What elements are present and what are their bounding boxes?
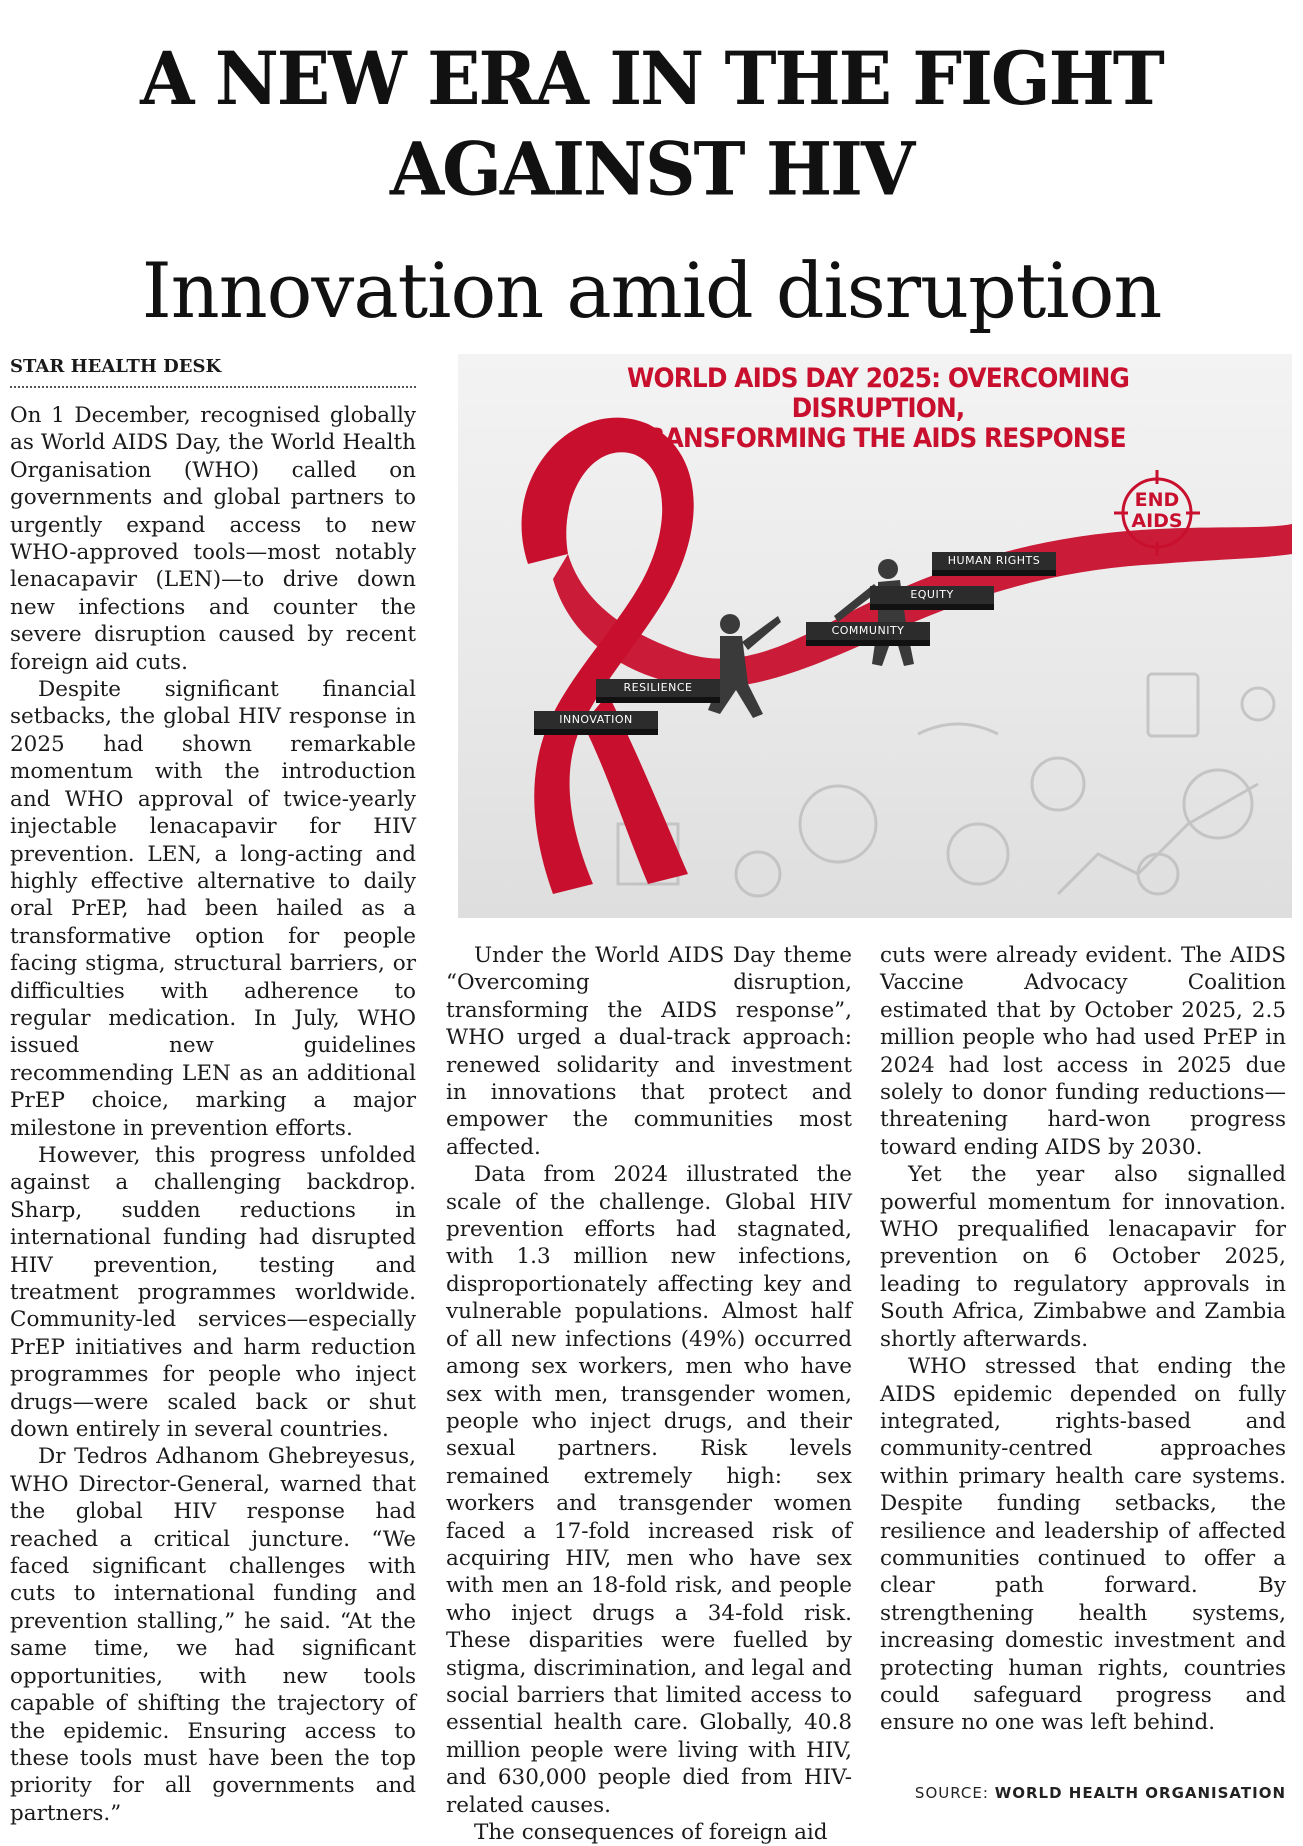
source-credit — [880, 1784, 1286, 1802]
infographic-title — [593, 364, 1163, 454]
step-community: COMMUNITY — [806, 622, 930, 640]
paragraph: However, this progress unfolded against a challenging backdrop. Sharp, sudden reductions in international funding had disrupted HIV prevention, testing and treatment programmes worldwide. Community-led services—especially PrEP initiatives and harm reduction programmes for people who inject drugs—were scaled back or shut down entirely in several countries. — [10, 1142, 416, 1443]
paragraph: Despite significant financial setbacks, the global HIV response in 2025 had shown remarkable momentum with the introduction and WHO approval of twice-yearly injectable lenacapavir for HIV prevention. LEN, a long-acting and highly effective alternative to daily oral PrEP, had been hailed as a transformative option for people facing stigma, structural barriers, or difficulties with adherence to regular medication. In July, WHO issued new guidelines recommending LEN as an additional PrEP choice, marking a major milestone in prevention efforts. — [10, 677, 416, 1141]
step-equity: EQUITY — [870, 586, 994, 604]
paragraph: Under the World AIDS Day theme “Overcoming disruption, transforming the AIDS response”, WHO urged a dual-track approach: renewed solidarity and investment in innovations that protect and empower the communities most affected. — [446, 943, 852, 1160]
headline-line-2: AGAINST HIV — [389, 125, 914, 213]
infographic-title-line-1: WORLD AIDS DAY 2025: OVERCOMING DISRUPTION, — [627, 363, 1129, 424]
infographic-title-line-2: TRANSFORMING THE AIDS RESPONSE — [630, 423, 1126, 454]
subheadline: Innovation amid disruption — [141, 246, 1162, 335]
article-column-2 — [446, 942, 852, 1846]
end-aids-badge — [1116, 490, 1198, 532]
paragraph: Data from 2024 illustrated the scale of the challenge. Global HIV prevention efforts had stagnated, with 1.3 million new infections, disproportionately affecting key and vulnerable populations. Almost half of all new infections (49%) occurred among sex workers, men who have sex with men, transgender women, people who inject drugs, and their sexual partners. Risk levels remained extremely high: sex workers and transgender women faced a 17-fold increased risk of acquiring HIV, men who have sex with men an 18-fold risk, and people who inject drugs a 34-fold risk. These disparities were fuelled by stigma, discrimination, and legal and social barriers that limited access to essential health care. Globally, 40.8 million people were living with HIV, and 630,000 people died from HIV-related causes. — [446, 1162, 852, 1818]
paragraph: On 1 December, recognised globally as World AIDS Day, the World Health Organisation (WHO) called on governments and global partners to urgently expand access to new WHO-approved tools—most notably lenacapavir (LEN)—to drive down new infections and counter the severe disruption caused by recent foreign aid cuts. — [10, 403, 416, 675]
article-column-1 — [10, 402, 416, 1827]
badge-line-1: END — [1134, 489, 1180, 511]
article-column-3 — [880, 942, 1286, 1737]
headline — [0, 34, 1303, 215]
paragraph: The consequences of foreign aid — [474, 1820, 828, 1845]
badge-line-2: AIDS — [1131, 510, 1183, 532]
byline: STAR HEALTH DESK — [10, 356, 416, 388]
source-name: WORLD HEALTH ORGANISATION — [994, 1784, 1286, 1802]
step-human-rights: HUMAN RIGHTS — [932, 552, 1056, 570]
headline-line-1: A NEW ERA IN THE FIGHT — [140, 34, 1163, 122]
step-resilience: RESILIENCE — [596, 679, 720, 697]
world-aids-day-infographic — [458, 354, 1292, 918]
paragraph: Dr Tedros Adhanom Ghebreyesus, WHO Director-General, warned that the global HIV response had reached a critical juncture. “We faced significant challenges with cuts to international funding and prevention stalling,” he said. “At the same time, we had significant opportunities, with new tools capable of shifting the trajectory of the epidemic. Ensuring access to these tools must have been the top priority for all governments and partners.” — [10, 1444, 416, 1826]
source-label: SOURCE: — [914, 1784, 989, 1802]
paragraph: Yet the year also signalled powerful momentum for innovation. WHO prequalified lenacapavir for prevention on 6 October 2025, leading to regulatory approvals in South Africa, Zimbabwe and Zambia shortly afterwards. — [880, 1162, 1286, 1352]
paragraph: cuts were already evident. The AIDS Vaccine Advocacy Coalition estimated that by October 2025, 2.5 million people who had used PrEP in 2024 had lost access in 2025 due solely to donor funding reductions—threatening hard-won progress toward ending AIDS by 2030. — [880, 943, 1286, 1160]
paragraph: WHO stressed that ending the AIDS epidemic depended on fully integrated, rights-based and community-centred approaches within primary health care systems. Despite funding setbacks, the resilience and leadership of affected communities continued to offer a clear path forward. By strengthening health systems, increasing domestic investment and protecting human rights, countries could safeguard progress and ensure no one was left behind. — [880, 1354, 1286, 1736]
step-innovation: INNOVATION — [534, 711, 658, 729]
